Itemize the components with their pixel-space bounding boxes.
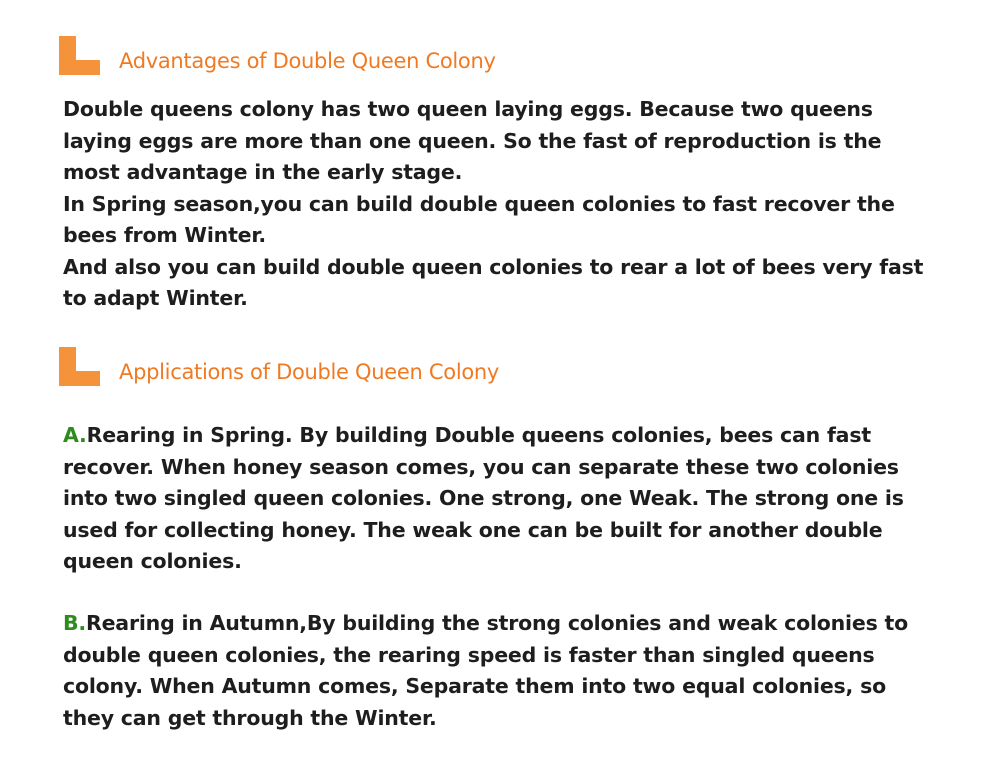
advantages-heading-row [0,36,1000,80]
corner-bracket-icon [59,347,100,386]
applications-heading-row [0,347,1000,391]
advantages-paragraph: In Spring season,you can build double queen colonies to fast recover the bees from Winter. [63,191,895,247]
application-paragraph [63,608,943,734]
advantages-paragraph: And also you can build double queen colonies to rear a lot of bees very fast to adapt Winter. [63,254,924,310]
item-letter: B. [63,611,87,635]
applications-heading: Applications of Double Queen Colony [119,360,500,384]
applications-section [0,347,1000,391]
advantages-heading: Advantages of Double Queen Colony [119,49,496,73]
advantages-section [0,36,1000,80]
advantages-body [63,94,943,315]
item-text: Rearing in Autumn,By building the strong colonies and weak colonies to double queen colonies, the rearing speed is faster than singled queens colony. When Autumn comes, Separate them into two equal colonies, so they can get through the Winter. [63,611,909,730]
application-item-a [63,420,943,578]
application-item-b [63,608,943,734]
item-text: Rearing in Spring. By building Double queens colonies, bees can fast recover. When honey season comes, you can separate these two colonies into two singled queen colonies. One strong, one Weak. The strong one is used for collecting honey. The weak one can be built for another double queen colonies. [63,423,904,573]
item-letter: A. [63,423,87,447]
application-paragraph [63,420,943,578]
advantages-paragraph: Double queens colony has two queen laying eggs. Because two queens laying eggs are more than one queen. So the fast of reproduction is the most advantage in the early stage. [63,97,882,184]
corner-bracket-icon [59,36,100,75]
